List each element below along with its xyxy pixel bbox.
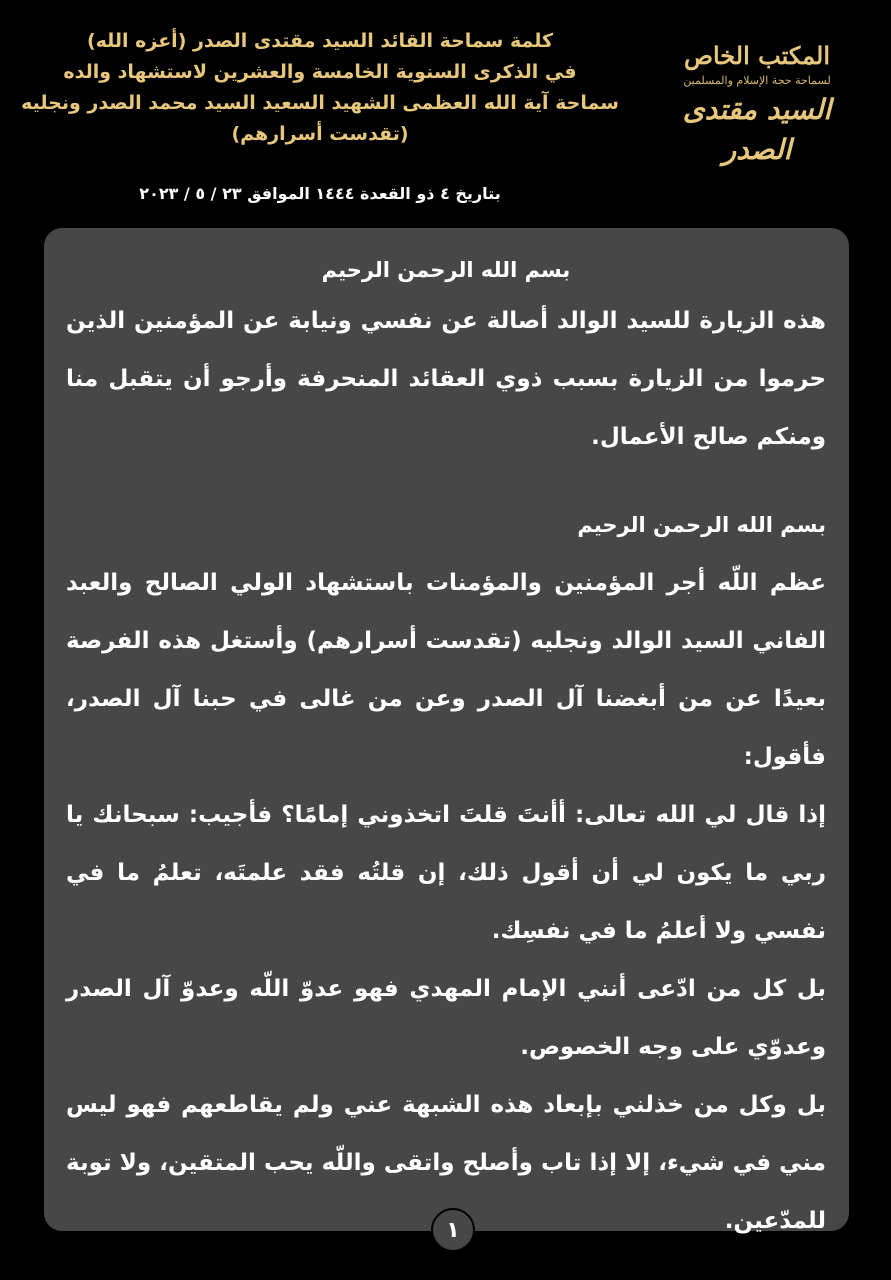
speech-title bbox=[10, 26, 630, 150]
logo-line-2: لسماحة حجة الإسلام والمسلمين bbox=[683, 74, 831, 87]
basmala-1: بسم الله الرحمن الرحيم bbox=[321, 258, 571, 282]
paragraph-3: إذا قال لي الله تعالى: أأنتَ قلتَ اتخذوني إمامًا؟ فأجيب: سبحانك يا ربي ما يكون لي أن أقول ذلك، إن قلتُه فقد علمتَه، تعلمُ ما في نفسي ولا أعلمُ ما في نفسِك. bbox=[66, 802, 826, 944]
paragraph-4: بل كل من ادّعى أنني الإمام المهدي فهو عدوّ اللّه وعدوّ آل الصدر وعدوّي على وجه الخصوص. bbox=[66, 976, 826, 1060]
logo-line-1: المكتب الخاص bbox=[683, 41, 831, 70]
title-line-2: في الذكرى السنوية الخامسة والعشرين لاستشهاد والده bbox=[63, 61, 577, 83]
logo-line-3: السيد مقتدى الصدر bbox=[682, 93, 832, 166]
paragraph-5: بل وكل من خذلني بإبعاد هذه الشبهة عني ولم يقاطعهم فهو ليس مني في شيء، إلا إذا تاب وأصلح واتقى واللّه يحب المتقين، ولا توبة للمدّعين. bbox=[66, 1092, 826, 1234]
spacer bbox=[66, 466, 826, 496]
basmala-2: بسم الله الرحمن الرحيم bbox=[577, 513, 826, 537]
title-line-1: كلمة سماحة القائد السيد مقتدى الصدر (أعزه الله) bbox=[86, 30, 554, 52]
speech-content bbox=[66, 248, 826, 1250]
title-line-3: سماحة آية الله العظمى الشهيد السعيد السيد محمد الصدر ونجليه bbox=[21, 92, 619, 114]
speech-date: بتاريخ ٤ ذو القعدة ١٤٤٤ الموافق ٢٣ / ٥ / ٢٠٢٣ bbox=[139, 184, 501, 203]
speech-card bbox=[44, 228, 849, 1234]
paragraph-1: هذه الزيارة للسيد الوالد أصالة عن نفسي ونيابة عن المؤمنين الذين حرموا من الزيارة بسبب ذوي العقائد المنحرفة وأرجو أن يتقبل منا ومنكم صالح الأعمال. bbox=[66, 308, 826, 450]
page-number-badge: ١ bbox=[431, 1208, 475, 1252]
header bbox=[0, 0, 891, 225]
office-logo bbox=[652, 40, 862, 166]
paragraph-2: عظم اللّه أجر المؤمنين والمؤمنات باستشهاد الولي الصالح والعبد الفاني السيد الوالد ونجليه (تقدست أسرارهم) وأستغل هذه الفرصة بعيدًا عن من أبغضنا آل الصدر وعن من غالى في حبنا آل الصدر، فأقول: bbox=[66, 570, 826, 770]
title-line-4: (تقدست أسرارهم) bbox=[231, 123, 409, 145]
